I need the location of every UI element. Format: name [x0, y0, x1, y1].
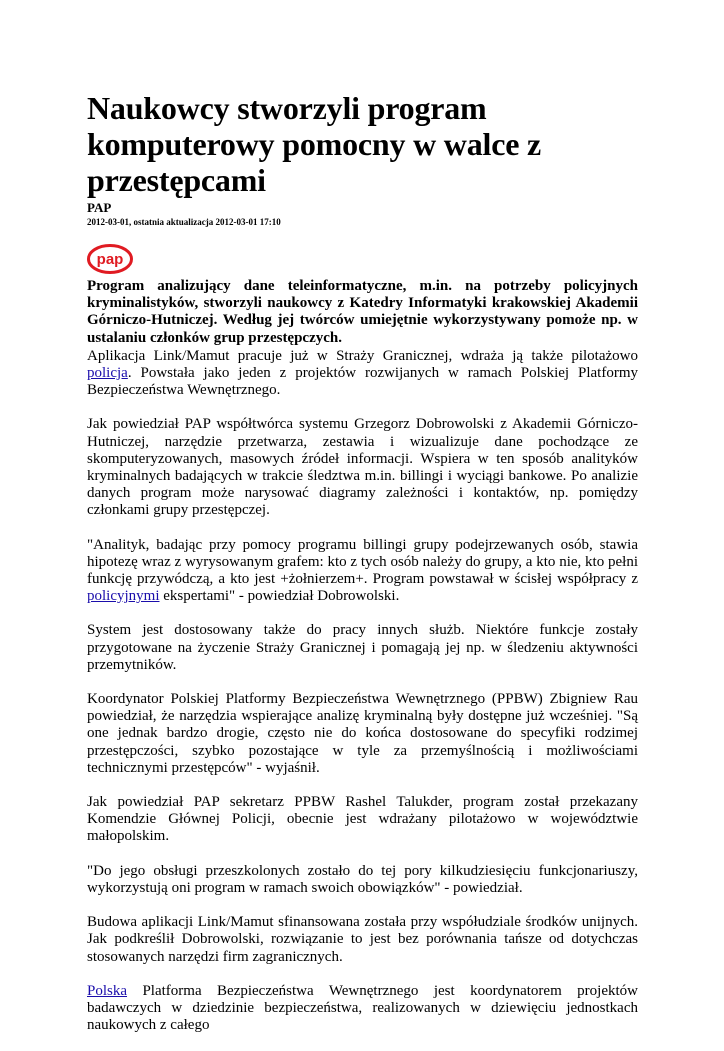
paragraph-3: "Analityk, badając przy pomocy programu billingi grupy podejrzewanych osób, stawia hipotezę wraz z wyrysowanym grafem: kto z tych osób należy do grupy, a kto nie, kto pełni funkcję przywódczą, a kto jest +żołnierzem+. Program powstawał w ścisłej współpracy z policyjnymi ekspertami" - powiedział Dobrowolski. [87, 536, 638, 605]
paragraph-6: Jak powiedział PAP sekretarz PPBW Rashel Talukder, program został przekazany Komendzie Głównej Policji, obecnie jest wdrażany pilotażowo w województwie małopolskim. [87, 794, 638, 845]
article-title: Naukowcy stworzyli program komputerowy pomocny w walce z przestępcami [87, 90, 542, 198]
logo-text: pap [96, 251, 124, 268]
pap-logo-icon [87, 244, 133, 274]
article-lead: Program analizujący dane teleinformatyczne, m.in. na potrzeby policyjnych kryminalistyków, stworzyli naukowcy z Katedry Informatyki krakowskiej Akademii Górniczo-Hutniczej. Według jej twórców umiejętnie wykorzystywany pomoże np. w ustalaniu członków grup przestępczych. [87, 278, 638, 346]
paragraph-1: Aplikacja Link/Mamut pracuje już w Straży Granicznej, wdraża ją także pilotażowo policja. Powstała jako jeden z projektów rozwijanych w ramach Polskiej Platformy Bezpieczeństwa Wewnętrznego. [87, 347, 638, 399]
paragraph-5: Koordynator Polskiej Platformy Bezpieczeństwa Wewnętrznego (PPBW) Zbigniew Rau powiedział, że narzędzia wspierające analizę kryminalną były dostępne już wcześniej. "Są one jednak bardzo drogie, często nie do końca dostosowane do specyfiki rodzimej przestępczości, szybko pozostające w tyle za przemyślnością i możliwościami technicznymi przestępców" - wyjaśnił. [87, 691, 638, 776]
paragraph-4: System jest dostosowany także do pracy innych służb. Niektóre funkcje zostały przygotowane na życzenie Straży Granicznej i pomagają jej np. w śledzeniu aktywności przemytników. [87, 622, 638, 673]
link-policja[interactable]: policja [87, 365, 128, 382]
paragraph-8: Budowa aplikacji Link/Mamut sfinansowana została przy współudziale środków unijnych. Jak podkreślił Dobrowolski, rozwiązanie to jest bez porównania tańsze od dotychczas stosowanych narzędzi firm zagranicznych. [87, 914, 638, 965]
link-policyjnymi[interactable]: policyjnymi [87, 588, 160, 605]
link-polska[interactable]: Polska [87, 982, 128, 999]
article [87, 90, 638, 1051]
paragraph-2: Jak powiedział PAP współtwórca systemu Grzegorz Dobrowolski z Akademii Górniczo-Hutniczej, narzędzie przetwarza, zestawia i wizualizuje dane pochodzące ze skomputeryzowanych, masowych źródeł informacji. Wspiera w ten sposób analityków kryminalnych badających w trakcie śledztwa m.in. billingi i wyciągi bankowe. Po analizie danych program może narysować diagramy zależności i kontaktów, np. pomiędzy członkami grupy przestępczej. [87, 416, 638, 519]
paragraph-7: "Do jego obsługi przeszkolonych zostało do tej pory kilkudziesięciu funkcjonariuszy, wykorzystują oni program w ramach swoich obowiązków" - powiedział. [87, 862, 638, 896]
article-date: 2012-03-01, ostatnia aktualizacja 2012-03-01 17:10 [87, 217, 281, 227]
article-source: PAP [87, 200, 112, 215]
paragraph-9: Polska Platforma Bezpieczeństwa Wewnętrznego jest koordynatorem projektów badawczych w dziedzinie bezpieczeństwa, realizowanych w dziewięciu jednostkach naukowych z całego [87, 982, 638, 1034]
